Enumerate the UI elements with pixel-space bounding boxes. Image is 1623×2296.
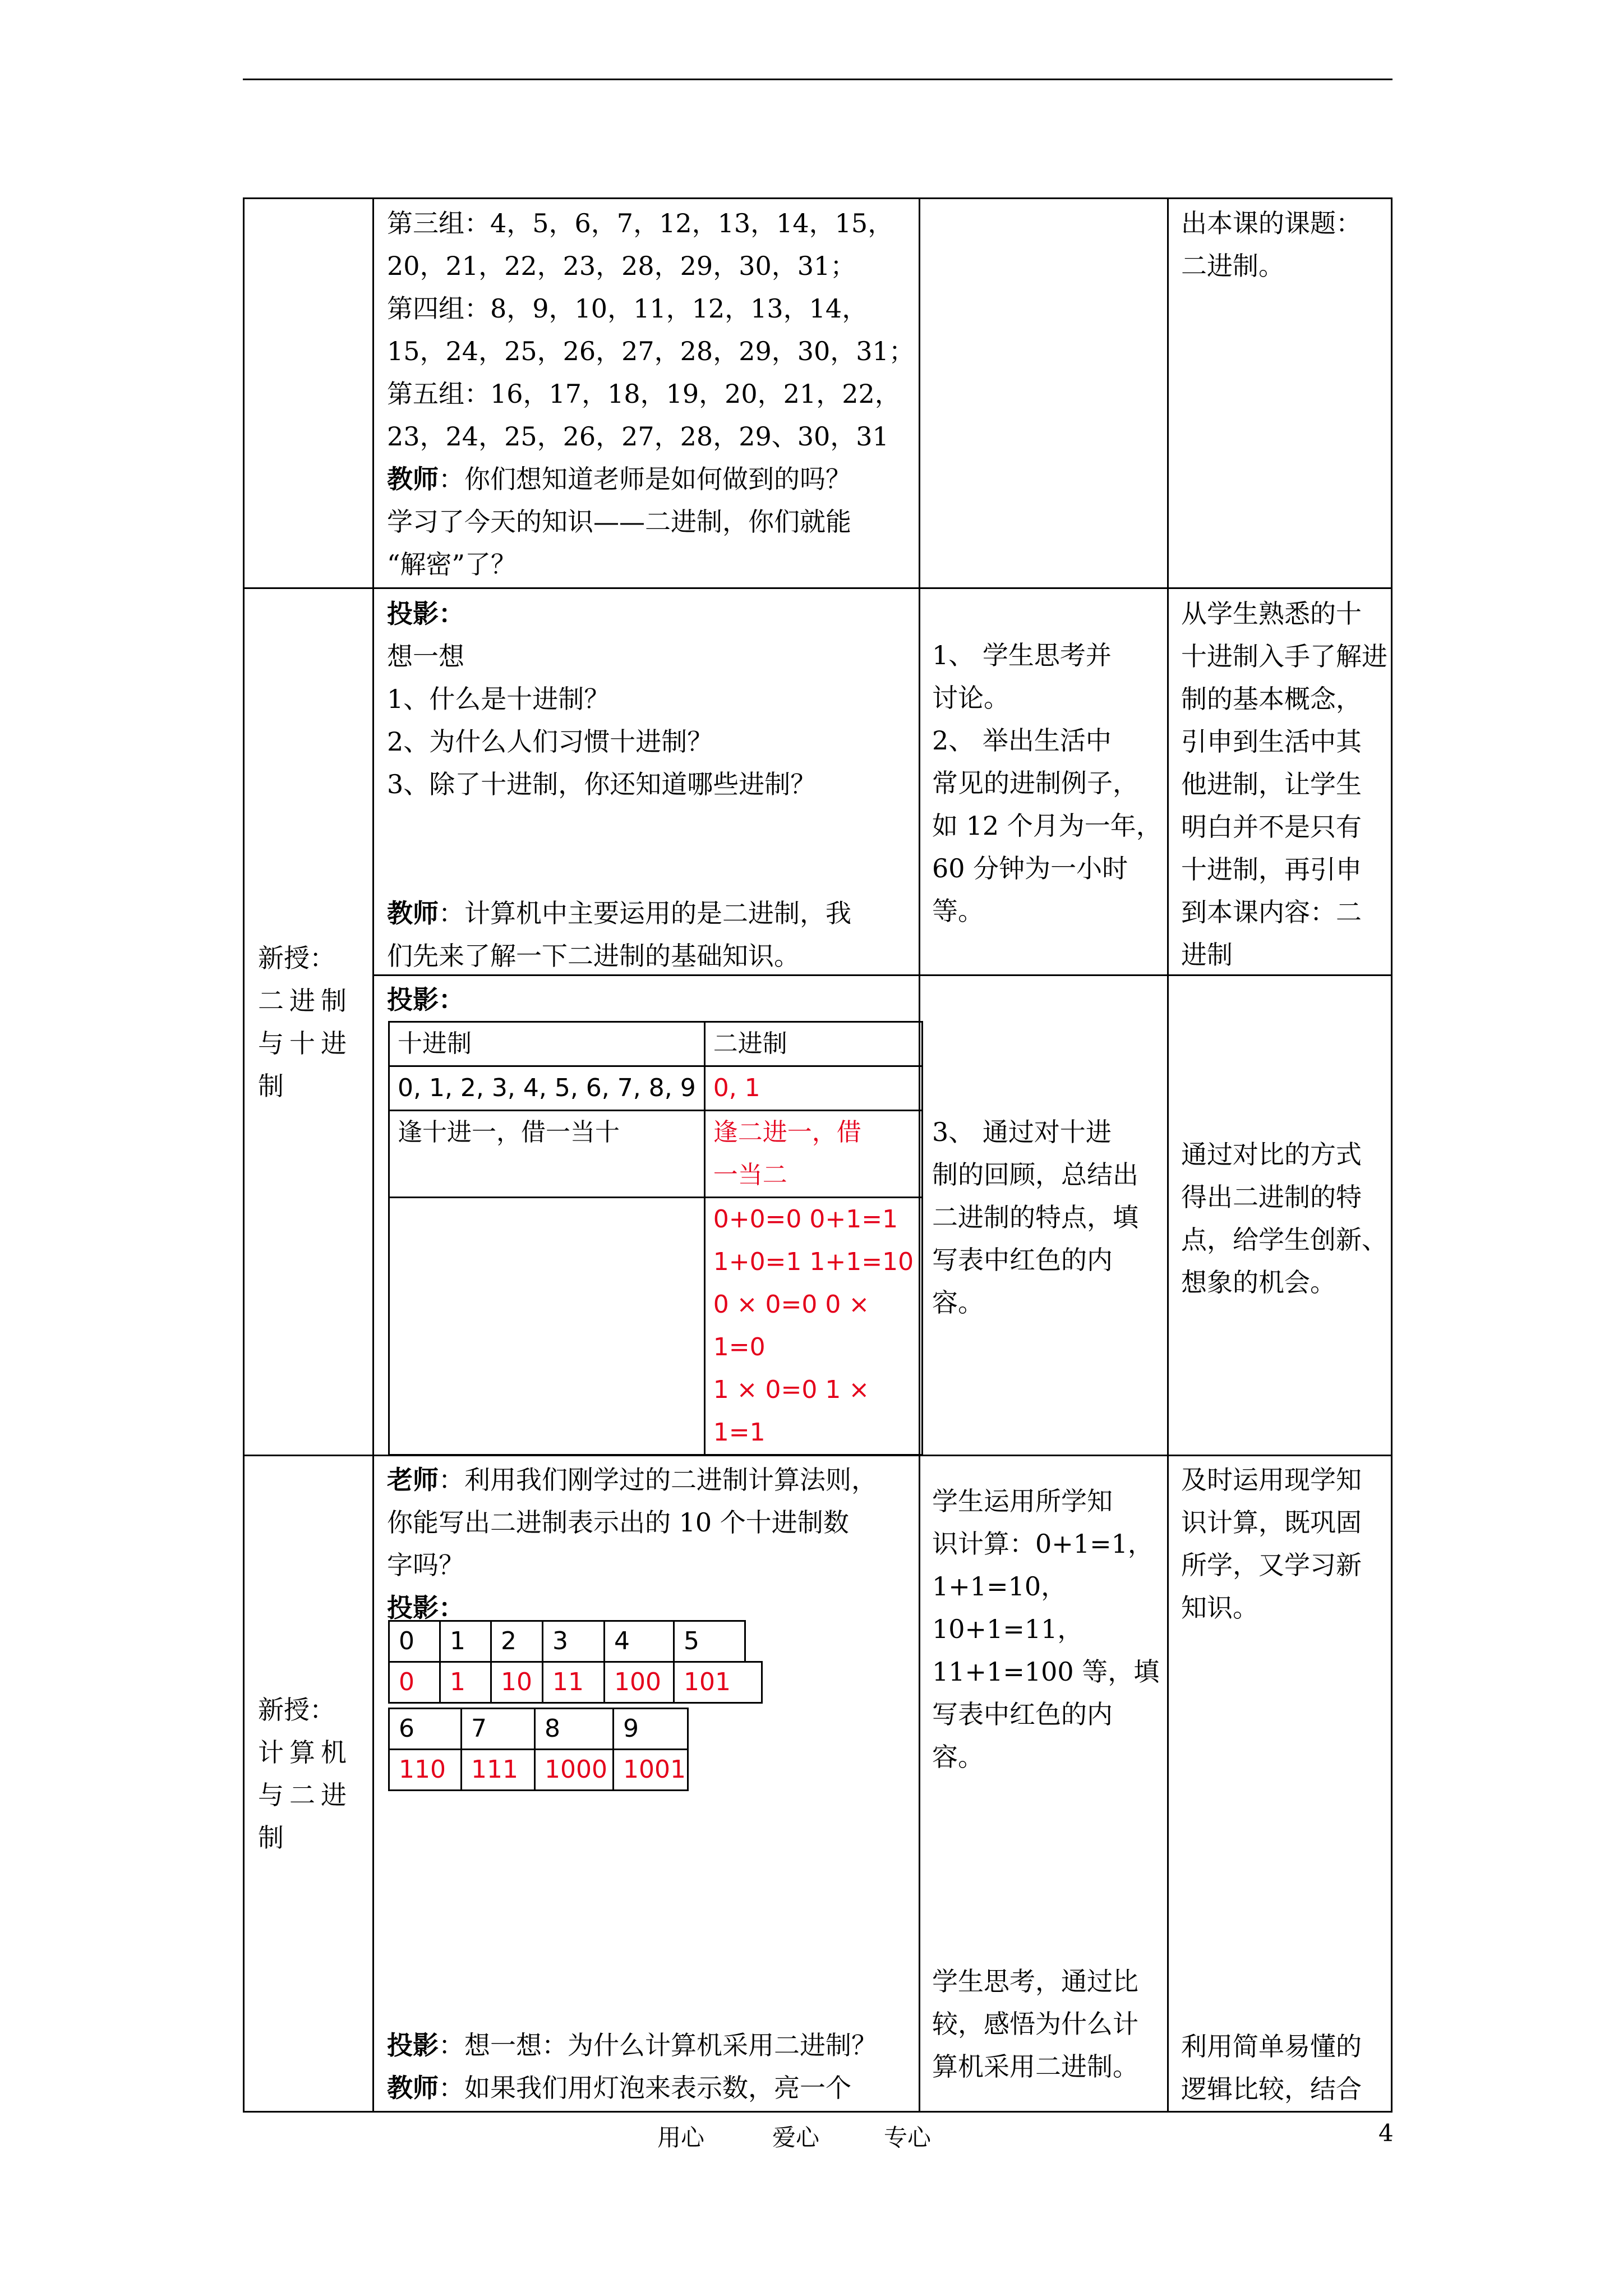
student-line: 1、 学生思考并 — [932, 640, 1112, 670]
intent-line: 利用简单易懂的 — [1181, 2031, 1362, 2062]
student-line: 制的回顾，总结出 — [932, 1159, 1138, 1190]
student-line: 60 分钟为一小时 — [932, 853, 1128, 884]
row4-student-cell — [932, 1480, 1162, 1778]
student-line: 11+1=100 等，填 — [932, 1657, 1160, 1687]
row4-bottom-content — [387, 2024, 909, 2109]
binary-op-line: 1 × 0=0 1 × — [713, 1375, 870, 1404]
student-line: 识计算：0+1=1， — [932, 1529, 1154, 1559]
row3-projection-label — [387, 978, 555, 1021]
section-line: 制 — [258, 1823, 284, 1853]
student-line: 容。 — [932, 1287, 984, 1318]
intent-line: 进制 — [1181, 940, 1233, 970]
binary-rule — [704, 1111, 922, 1198]
row2-intent-cell — [1181, 592, 1387, 976]
grid-dec-cell: 5 — [673, 1620, 746, 1663]
decimal-digits: 0, 1, 2, 3, 4, 5, 6, 7, 8, 9 — [389, 1066, 705, 1111]
grid-dec-cell: 3 — [542, 1620, 605, 1663]
intent-line: 明白并不是只有 — [1181, 812, 1362, 842]
decimal-rule: 逢十进一，借一当十 — [389, 1111, 705, 1198]
footer-word: 专心 — [884, 2124, 932, 2151]
grid-dec-cell: 6 — [388, 1708, 462, 1750]
intent-line: 知识。 — [1181, 1593, 1258, 1623]
binary-op-line: 1+0=1 1+1=10 — [713, 1248, 914, 1276]
grid-dec-cell: 2 — [490, 1620, 543, 1663]
grid-bin-cell: 101 — [673, 1661, 763, 1704]
grid-dec-cell: 7 — [460, 1708, 536, 1750]
intent-line: 二进制。 — [1181, 251, 1284, 281]
intent-line: 制的基本概念， — [1181, 684, 1362, 714]
intent-line: 得出二进制的特 — [1181, 1182, 1362, 1212]
intent-line: 十进制，再引申 — [1181, 854, 1362, 885]
binary-op-line: 1=1 — [713, 1418, 766, 1447]
student-line: 二进制的特点，填 — [932, 1202, 1138, 1232]
row2-student-cell — [932, 634, 1162, 932]
table-border-top — [243, 197, 1393, 199]
question: 3、除了十进制，你还知道哪些进制？ — [387, 769, 817, 799]
grid-bin-cell: 0 — [388, 1661, 441, 1704]
teacher-text-cont: 你能写出二进制表示出的 10 个十进制数 — [387, 1507, 849, 1538]
grid-dec-cell: 1 — [439, 1620, 492, 1663]
section-line: 新授： — [258, 1695, 335, 1725]
student-line: 10+1=11， — [932, 1614, 1083, 1644]
section-line: 制 — [258, 1071, 284, 1101]
student-line: 写表中红色的内 — [932, 1699, 1113, 1729]
student-line: 1+1=10， — [932, 1571, 1067, 1602]
section-label-binary-decimal — [258, 937, 365, 1107]
intent-line: 出本课的课题： — [1181, 208, 1362, 238]
intent-line: 通过对比的方式 — [1181, 1139, 1362, 1170]
row1-content-cell — [387, 202, 915, 586]
grid-bin-cell: 1000 — [534, 1749, 614, 1791]
intent-line: 及时运用现学知 — [1181, 1465, 1362, 1495]
teacher-label: 老师 — [387, 1465, 439, 1495]
student-line: 学生运用所学知 — [932, 1486, 1113, 1516]
question: 2、为什么人们习惯十进制？ — [387, 726, 713, 757]
content-line: 15，24，25，26，27，28，29，30，31； — [387, 336, 915, 366]
teacher-text-cont: 们先来了解一下二进制的基础知识。 — [387, 941, 800, 971]
content-line: 20，21，22，23，28，29，30，31； — [387, 251, 856, 281]
student-line: 算机采用二进制。 — [932, 2051, 1138, 2082]
teacher-label: 教师 — [387, 898, 439, 928]
content-line: 第五组：16，17，18，19，20，21，22， — [387, 379, 901, 409]
student-line: 学生思考，通过比 — [932, 1966, 1138, 1996]
content-line: 第三组：4，5，6，7，12，13，14，15， — [387, 208, 894, 238]
row3-intent-cell — [1181, 1133, 1387, 1304]
row2-content-cell — [387, 592, 909, 806]
teacher-text: ：计算机中主要运用的是二进制，我 — [439, 898, 851, 928]
row3-student-cell — [932, 1111, 1162, 1324]
row4-intent-cell — [1181, 1458, 1383, 1629]
page-number: 4 — [1378, 2119, 1394, 2147]
section-line: 二进制 — [258, 986, 352, 1016]
intent-line: 引申到生活中其 — [1181, 726, 1362, 757]
row4-student2-cell — [932, 1960, 1162, 2088]
intent-line: 识计算，既巩固 — [1181, 1507, 1362, 1538]
binary-op-line: 0+0=0 0+1=1 — [713, 1205, 898, 1234]
projection-label: 投影 — [387, 2030, 439, 2060]
student-line: 等。 — [932, 896, 984, 926]
teacher-label: 教师 — [387, 464, 439, 494]
header-rule — [243, 79, 1393, 80]
col-divider-1 — [372, 197, 374, 2113]
row1-intent-cell — [1181, 202, 1383, 287]
grid-dec-cell: 8 — [534, 1708, 614, 1750]
teacher-text: ：如果我们用灯泡来表示数，亮一个 — [439, 2073, 851, 2103]
header-decimal: 十进制 — [389, 1022, 705, 1066]
projection-text: ：想一想：为什么计算机采用二进制？ — [439, 2030, 877, 2060]
teacher-text-cont: 学习了今天的知识——二进制，你们就能 — [387, 507, 851, 537]
student-line: 3、 通过对十进 — [932, 1117, 1112, 1147]
think-title: 想一想 — [387, 641, 464, 671]
student-line: 写表中红色的内 — [932, 1245, 1113, 1275]
section-label-computer-binary — [258, 1688, 365, 1859]
grid-bin-cell: 110 — [388, 1749, 462, 1791]
binary-op-line: 1=0 — [713, 1333, 766, 1361]
binary-rule-line: 逢二进一，借 — [713, 1118, 861, 1147]
teacher-text-cont: 字吗？ — [387, 1550, 464, 1580]
row4-intent2-cell — [1181, 2025, 1383, 2110]
student-line: 容。 — [932, 1742, 984, 1772]
student-line: 讨论。 — [932, 683, 1009, 713]
col-divider-3 — [1167, 197, 1169, 2113]
binary-op-line: 0 × 0=0 0 × — [713, 1290, 870, 1319]
projection-label: 投影： — [387, 599, 464, 629]
decimal-ops-empty — [389, 1198, 705, 1455]
row4-content-cell — [387, 1458, 909, 1629]
teacher-text-cont: “解密”了？ — [387, 549, 517, 579]
grid-bin-cell: 100 — [603, 1661, 675, 1704]
row2-teacher — [387, 892, 909, 977]
intent-line: 所学，又学习新 — [1181, 1550, 1362, 1580]
teacher-text: ：你们想知道老师是如何做到的吗？ — [439, 464, 851, 494]
grid-bin-cell: 10 — [490, 1661, 543, 1704]
section-line: 计算机 — [258, 1737, 352, 1768]
section-line: 与十进 — [258, 1028, 352, 1059]
table-border-left — [243, 197, 245, 2113]
student-line: 如 12 个月为一年， — [932, 811, 1162, 841]
footer-word: 爱心 — [772, 2124, 820, 2151]
grid-bin-cell: 11 — [542, 1661, 605, 1704]
binary-digits: 0, 1 — [704, 1066, 922, 1111]
projection-label: 投影： — [387, 984, 464, 1015]
content-line: 23，24，25，26，27，28，29、30，31 — [387, 421, 889, 452]
grid-dec-cell: 4 — [603, 1620, 675, 1663]
grid-dec-cell: 0 — [388, 1620, 441, 1663]
question: 1、什么是十进制？ — [387, 684, 610, 714]
intent-line: 逻辑比较，结合 — [1181, 2074, 1362, 2104]
teacher-text: ：利用我们刚学过的二进制计算法则， — [439, 1465, 877, 1495]
intent-line: 他进制，让学生 — [1181, 769, 1362, 799]
teacher-label: 教师 — [387, 2073, 439, 2103]
grid-dec-cell: 9 — [612, 1708, 689, 1750]
section-line: 新授： — [258, 943, 335, 973]
content-line: 第四组：8，9，10，11，12，13，14， — [387, 293, 868, 324]
table-border-right — [1391, 197, 1393, 2113]
intent-line: 十进制入手了解进 — [1181, 641, 1387, 671]
intent-line: 点，给学生创新、 — [1181, 1225, 1387, 1255]
decimal-binary-table — [388, 1021, 923, 1456]
student-line: 较，感悟为什么计 — [932, 2009, 1138, 2039]
student-line: 常见的进制例子， — [932, 768, 1138, 798]
header-binary: 二进制 — [704, 1022, 922, 1066]
binary-rule-line: 一当二 — [713, 1161, 787, 1189]
row-divider-1 — [243, 587, 1393, 589]
section-line: 与二进 — [258, 1780, 352, 1810]
footer-word: 用心 — [657, 2124, 705, 2151]
intent-line: 到本课内容：二 — [1181, 897, 1362, 927]
grid-bin-cell: 111 — [460, 1749, 536, 1791]
table-border-bottom — [243, 2111, 1393, 2113]
intent-line: 想象的机会。 — [1181, 1267, 1336, 1297]
student-line: 2、 举出生活中 — [932, 725, 1112, 756]
intent-line: 从学生熟悉的十 — [1181, 599, 1362, 629]
projection-label: 投影： — [387, 1593, 464, 1623]
grid-bin-cell: 1 — [439, 1661, 492, 1704]
grid-bin-cell: 1001 — [612, 1749, 689, 1791]
binary-ops — [704, 1198, 922, 1455]
